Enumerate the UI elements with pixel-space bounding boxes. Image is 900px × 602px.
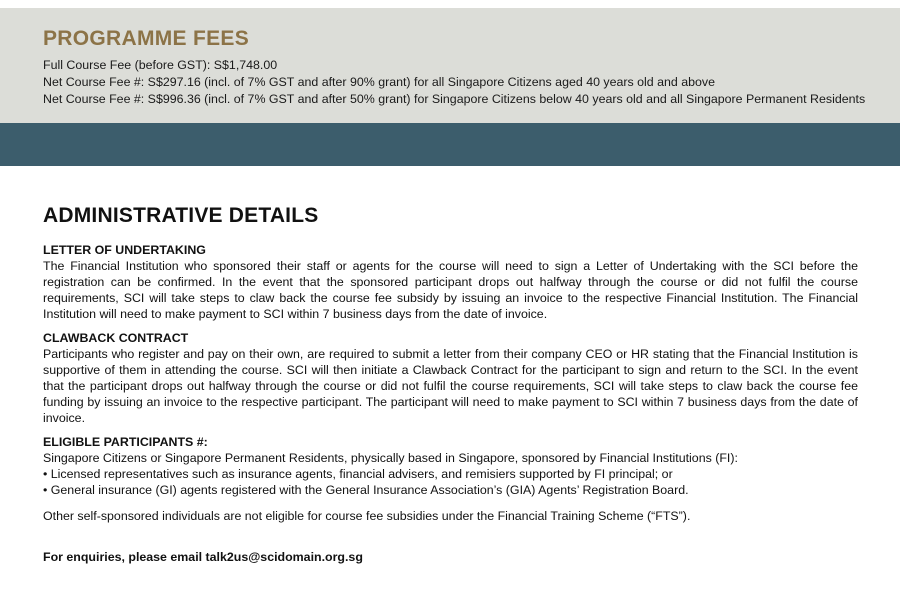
administrative-details — [43, 204, 858, 532]
clawback-contract-body: Participants who register and pay on their own, are required to submit a letter from their company CEO or HR stating that the Financial Institution is supportive of them in attending the course. SCI will then initiate a Clawback Contract for the participant to sign and return to the SCI. In the event that the participant drops out halfway through the course or did not fulfil the course requirements, SCI will take steps to claw back the course fee funding by issuing an invoice to the respective participant. The participant will need to make payment to SCI within 7 business days from the date of invoice. — [43, 347, 858, 425]
clawback-contract-heading: CLAWBACK CONTRACT — [43, 331, 189, 345]
full-course-fee: Full Course Fee (before GST): S$1,748.00 — [43, 58, 278, 72]
net-fee-below-40: Net Course Fee #: S$996.36 (incl. of 7% GST and after 50% grant) for Singapore Citizens below 40 years old and all Singapore Permanent Residents — [43, 92, 866, 106]
self-sponsored-note: Other self-sponsored individuals are not eligible for course fee subsidies under the Financial Training Scheme (“FTS”). — [43, 509, 691, 523]
eligible-participants-intro: Singapore Citizens or Singapore Permanent Residents, physically based in Singapore, sponsored by Financial Institutions (FI): — [43, 451, 738, 465]
enquiries-contact: For enquiries, please email talk2us@scidomain.org.sg — [43, 550, 363, 564]
letter-of-undertaking-body: The Financial Institution who sponsored their staff or agents for the course will need to sign a Letter of Undertaking with the SCI before the registration can be confirmed. In the event that the sponsored participant drops out halfway through the course or did not fulfil the course requirements, SCI will take steps to claw back the course fee subsidy by issuing an invoice to the respective Financial Institution. The Financial Institution will need to make payment to SCI within 7 business days from the date of invoice. — [43, 259, 858, 321]
teal-divider-bar — [0, 123, 900, 166]
net-fee-40-and-above: Net Course Fee #: S$297.16 (incl. of 7% GST and after 90% grant) for all Singapore Citizens aged 40 years old and above — [43, 75, 716, 89]
clawback-contract-section — [43, 330, 858, 426]
fee-lines — [43, 57, 883, 108]
eligible-bullet-gi-agents: • General insurance (GI) agents registered with the General Insurance Association’s (GIA) Agents’ Registration Board. — [43, 483, 689, 497]
programme-fees-title: PROGRAMME FEES — [43, 27, 250, 50]
eligible-bullet-licensed: • Licensed representatives such as insurance agents, financial advisers, and remisiers supported by FI principal; or — [43, 467, 673, 481]
programme-fees-panel — [0, 8, 900, 123]
eligible-participants-section — [43, 434, 858, 524]
top-strip — [0, 0, 900, 8]
administrative-details-title: ADMINISTRATIVE DETAILS — [43, 204, 319, 227]
eligible-participants-heading: ELIGIBLE PARTICIPANTS #: — [43, 435, 208, 449]
letter-of-undertaking-heading: LETTER OF UNDERTAKING — [43, 243, 206, 257]
letter-of-undertaking-section — [43, 242, 858, 322]
